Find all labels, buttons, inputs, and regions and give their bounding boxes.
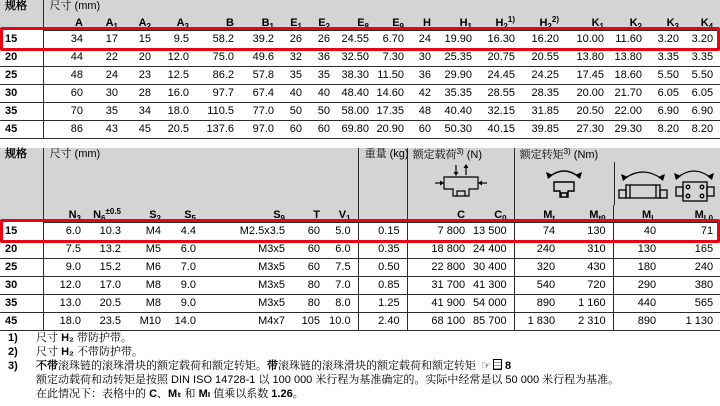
cell: 5.50 [691, 69, 714, 81]
cell: 29.90 [444, 69, 472, 81]
table2-column-letters-row [0, 205, 720, 222]
cell: 24 [418, 33, 431, 45]
cell: 32.50 [341, 51, 369, 63]
cell: 6.70 [382, 33, 404, 45]
cell: 17.45 [576, 69, 604, 81]
rated-load-title: 额定载荷$^{3)}$ (N) [412, 147, 483, 161]
loads-table [0, 148, 720, 331]
cell: 13.0 [59, 297, 81, 309]
cell: 15.2 [99, 261, 121, 273]
cell: 27.30 [576, 123, 604, 135]
cell: 8.0 [327, 294, 358, 312]
cell: 290 [637, 279, 657, 291]
cell: 13.80 [614, 51, 642, 63]
col-header: $A_3$ [158, 13, 196, 30]
table-row [0, 258, 720, 276]
row-spec: 45 [0, 120, 43, 138]
row-spec: 35 [0, 294, 43, 312]
cell: 60 [418, 123, 431, 135]
cell: 80 [307, 279, 320, 291]
cell: 45 [138, 123, 151, 135]
spec-column-header: 规格 [0, 148, 43, 222]
cell: M8 [145, 297, 161, 309]
rated-load-header [407, 148, 514, 205]
cell: 40 [317, 87, 330, 99]
cell: 58.2 [212, 33, 234, 45]
cell: 130 [637, 243, 657, 255]
col-header: $C_0$ [472, 205, 514, 222]
col-header: T [292, 205, 327, 222]
cell: 20.90 [376, 123, 404, 135]
cell: 35 [289, 69, 302, 81]
cell: 105 [301, 315, 320, 327]
col-header: $M_{L0}$ [663, 205, 720, 222]
cell: 39.2 [252, 33, 274, 45]
cell: 28.35 [531, 87, 559, 99]
table-row [0, 276, 720, 294]
cell: 6.05 [691, 87, 714, 99]
cell: 71 [700, 225, 714, 237]
cell: 86 [70, 123, 83, 135]
cell: 240 [536, 243, 556, 255]
cell: 18 800 [431, 243, 466, 255]
col-header: $V_1$ [327, 205, 358, 222]
dimensions-table [0, 0, 720, 139]
cell: M10 [139, 315, 161, 327]
col-header: $E_9$ [376, 13, 411, 30]
rated-torque-header [514, 148, 720, 205]
cell: M3x5 [258, 261, 285, 273]
cell: 22 800 [431, 261, 466, 273]
cell: 130 [562, 222, 613, 240]
cell: 40.40 [444, 105, 472, 117]
cell: 20.5 [99, 297, 121, 309]
cell: 1 160 [562, 294, 613, 312]
cell: 57.8 [252, 69, 274, 81]
cell: 430 [562, 258, 613, 276]
cell: 5.0 [327, 222, 358, 240]
cell: 50.30 [444, 123, 472, 135]
rated-torque-title: 额定转矩$^{3)}$ (Nm) [519, 147, 599, 161]
cell: 310 [562, 240, 613, 258]
cell: 11.50 [377, 69, 404, 81]
footnote-text: 尺寸 H₂ 不带防护带。 [36, 346, 143, 358]
cell: 6.0 [65, 225, 81, 237]
table-row [0, 312, 720, 330]
row-spec: 25 [0, 66, 43, 84]
cell: 720 [562, 276, 613, 294]
table1-column-letters-row [0, 13, 720, 30]
cell: 6.0 [180, 243, 196, 255]
col-header: $N_3$ [43, 205, 88, 222]
cell: 0.35 [358, 240, 407, 258]
cell: 320 [536, 261, 556, 273]
cell: 97.7 [212, 87, 234, 99]
footnote-text: 不带滚珠链的滚珠滑块的额定载荷和额定转矩。带滚珠链的滚珠滑块的额定载荷和额定转矩 ☞ 8 额定动载荷和动转矩是按照 DIN ISO 14728-1 以 100 000 米行程为基准确定的。实际中经常是以 50 000 米行程为基准。 在此情况下：表格中的 C、Mₜ 和 Mₗ 值乘以系数 1.26。 [36, 359, 620, 400]
cell: 25.35 [444, 51, 472, 63]
cell: 85 700 [472, 312, 514, 330]
cell: 6.90 [657, 105, 679, 117]
cell: 26 [289, 33, 302, 45]
footnote [8, 359, 720, 401]
col-header: $E_2$ [309, 13, 337, 30]
cell: 7 800 [437, 225, 466, 237]
cell: 39.85 [531, 123, 559, 135]
cell: M5 [145, 243, 161, 255]
cell: M3x5 [258, 243, 285, 255]
cell: 20.5 [167, 123, 189, 135]
cell: 24 [105, 69, 118, 81]
cell: 86.2 [212, 69, 234, 81]
cell: 137.6 [206, 123, 234, 135]
cell: 440 [637, 297, 657, 309]
cell: 890 [637, 315, 657, 327]
cell: 9.0 [180, 279, 196, 291]
col-header: $H_1$ [438, 13, 479, 30]
cell: 14.0 [174, 315, 196, 327]
cell: 48 [418, 105, 431, 117]
cell: 41 900 [431, 297, 466, 309]
cell: M4 [145, 225, 161, 237]
cell: 16.20 [531, 33, 559, 45]
torque-mt-icon [542, 164, 586, 205]
cell: 60 [307, 225, 320, 237]
cell: 26 [317, 33, 330, 45]
cell: 28.55 [487, 87, 515, 99]
col-header: C [407, 205, 472, 222]
cell: 13.80 [576, 51, 604, 63]
cell: M6 [145, 261, 161, 273]
col-header: $A_1$ [90, 13, 125, 30]
footnote-text: 尺寸 H₂ 带防护带。 [36, 332, 132, 344]
table-row [0, 120, 720, 138]
col-header: $K_3$ [649, 13, 686, 30]
cell: 30 [418, 51, 431, 63]
cell: 10.00 [576, 33, 604, 45]
row-spec: 35 [0, 102, 43, 120]
footnote-number: 1) [8, 332, 18, 344]
cell: 890 [536, 297, 556, 309]
cell: 23 [138, 69, 151, 81]
cell: 36 [317, 51, 330, 63]
torque-ml-top-icon [671, 164, 718, 205]
cell: 80 [307, 297, 320, 309]
cell: 30 400 [472, 258, 514, 276]
cell: 69.80 [341, 123, 369, 135]
cell: 43 [105, 123, 118, 135]
cell: 12.5 [167, 69, 189, 81]
cell: 35.35 [444, 87, 472, 99]
cell: 165 [694, 243, 714, 255]
cell: 2.40 [358, 312, 407, 330]
loads-table-grid [0, 148, 720, 331]
dimensions-table-grid [0, 0, 720, 139]
weight-header: 重量 (kg) [358, 148, 407, 205]
cell: 54 000 [472, 294, 514, 312]
col-header: $M_L$ [613, 205, 663, 222]
cell: 16.30 [487, 33, 515, 45]
cell: 565 [694, 297, 714, 309]
dimensions-header: 尺寸 (mm) [43, 0, 720, 13]
col-header: H [411, 13, 438, 30]
page-icon [493, 359, 502, 370]
cell: 24.45 [487, 69, 515, 81]
cell: 20.00 [576, 87, 604, 99]
cell: 32.15 [487, 105, 515, 117]
cell: 60 [289, 123, 302, 135]
cell: 7.5 [65, 243, 81, 255]
row-spec: 20 [0, 240, 43, 258]
cell: 44 [70, 51, 83, 63]
cell: 50 [317, 105, 330, 117]
cell: 58.00 [341, 105, 369, 117]
cell: 3.20 [657, 33, 679, 45]
cell: 540 [536, 279, 556, 291]
cell: 24 400 [472, 240, 514, 258]
footnote-number: 2) [8, 346, 18, 358]
cell: 75.0 [212, 51, 234, 63]
cell: 18.0 [59, 315, 81, 327]
col-header: $H_2^{1)}$ [479, 13, 522, 30]
cell: 1 130 [685, 315, 714, 327]
cell: M3x5 [258, 297, 285, 309]
cell: 36 [418, 69, 431, 81]
spec-column-header: 规格 [0, 0, 43, 30]
cell: 10.0 [327, 312, 358, 330]
cell: 70 [70, 105, 83, 117]
footnote [8, 345, 720, 359]
col-header: $H_2^{2)}$ [522, 13, 566, 30]
cell: 17.35 [376, 105, 404, 117]
col-header: A [43, 13, 90, 30]
pointing-hand-icon: ☞ [481, 359, 491, 372]
cell: 50 [289, 105, 302, 117]
rated-load-icon [434, 163, 488, 205]
cell: 15 [138, 33, 151, 45]
col-header [358, 205, 407, 222]
cell: 19.90 [444, 33, 472, 45]
cell: M4x7 [258, 315, 285, 327]
cell: 6.90 [691, 105, 714, 117]
col-header: $E_8$ [337, 13, 376, 30]
cell: 8.20 [657, 123, 679, 135]
cell: 23.5 [99, 315, 121, 327]
cell: 11.60 [615, 33, 642, 45]
cell: 20.55 [531, 51, 559, 63]
cell: 67.4 [252, 87, 274, 99]
row-spec: 45 [0, 312, 43, 330]
cell: 20 [138, 51, 151, 63]
cell: 3.35 [691, 51, 714, 63]
cell: 0.50 [358, 258, 407, 276]
row-spec: 15 [0, 222, 43, 240]
cell: 180 [637, 261, 657, 273]
footnote [8, 331, 720, 345]
table-row [0, 66, 720, 84]
cell: 40 [289, 87, 302, 99]
dimensions-header: 尺寸 (mm) [43, 148, 358, 205]
cell: 22 [105, 51, 118, 63]
table2-header-row [0, 148, 720, 205]
footnote-number: 3) [8, 360, 18, 372]
cell: M2.5x3.5 [239, 225, 285, 237]
cell: 1 830 [527, 315, 556, 327]
cell: 18.60 [614, 69, 642, 81]
col-header: $S_9$ [203, 205, 292, 222]
cell: 7.5 [327, 258, 358, 276]
cell: 0.85 [358, 276, 407, 294]
cell: 18.0 [167, 105, 189, 117]
cell: 12.0 [167, 51, 189, 63]
cell: 74 [542, 225, 556, 237]
cell: 49.6 [252, 51, 274, 63]
col-header: $K_4$ [686, 13, 720, 30]
col-header: $M_t$ [514, 205, 562, 222]
cell: 42 [418, 87, 431, 99]
row-spec: 30 [0, 276, 43, 294]
cell: 3.20 [691, 33, 714, 45]
cell: 1.25 [358, 294, 407, 312]
cell: 60 [317, 123, 330, 135]
table-row [0, 222, 720, 240]
col-header: B [196, 13, 241, 30]
cell: 4.4 [180, 225, 196, 237]
cell: 6.0 [327, 240, 358, 258]
table-row [0, 240, 720, 258]
cell: 380 [694, 279, 714, 291]
cell: 13.2 [99, 243, 121, 255]
cell: 40.15 [487, 123, 515, 135]
cell: 31.85 [531, 105, 559, 117]
cell: 20.50 [576, 105, 604, 117]
cell: 17.0 [99, 279, 121, 291]
cell: 110.5 [207, 105, 234, 117]
cell: 7.30 [382, 51, 404, 63]
col-header: $N_6^{\pm 0.5}$ [88, 205, 128, 222]
cell: 34 [138, 105, 151, 117]
cell: 9.0 [65, 261, 81, 273]
cell: 28 [138, 87, 151, 99]
cell: 13 500 [472, 222, 514, 240]
cell: 60 [70, 87, 83, 99]
table-row [0, 84, 720, 102]
table1-header-row [0, 0, 720, 13]
cell: 8.20 [691, 123, 714, 135]
cell: 5.50 [657, 69, 679, 81]
row-spec: 15 [0, 30, 43, 48]
col-header: $S_5$ [168, 205, 203, 222]
col-header: $B_1$ [241, 13, 281, 30]
col-header: $S_2$ [128, 205, 168, 222]
footnotes [0, 331, 720, 401]
cell: 41 300 [472, 276, 514, 294]
cell: 77.0 [252, 105, 274, 117]
cell: M3x5 [258, 279, 285, 291]
cell: 24.25 [531, 69, 559, 81]
torque-ml-side-icon [617, 164, 669, 205]
cell: 34 [70, 33, 83, 45]
cell: 0.15 [358, 222, 407, 240]
col-header: $A_2$ [125, 13, 158, 30]
cell: 48 [70, 69, 83, 81]
cell: 7.0 [327, 276, 358, 294]
cell: 29.30 [614, 123, 642, 135]
cell: 6.05 [657, 87, 679, 99]
cell: 48.40 [341, 87, 369, 99]
row-spec: 30 [0, 84, 43, 102]
col-header: $M_{t0}$ [562, 205, 613, 222]
cell: 68 100 [431, 315, 466, 327]
row-spec: 20 [0, 48, 43, 66]
col-header: $K_2$ [611, 13, 649, 30]
cell: 9.0 [180, 297, 196, 309]
cell: 17 [105, 33, 118, 45]
cell: 40 [643, 225, 657, 237]
table-row [0, 30, 720, 48]
table-row [0, 102, 720, 120]
col-header: $K_1$ [566, 13, 611, 30]
cell: 35 [105, 105, 118, 117]
cell: 97.0 [252, 123, 274, 135]
cell: 9.5 [173, 33, 189, 45]
cell: 14.60 [376, 87, 404, 99]
cell: 7.0 [180, 261, 196, 273]
cell: 20.75 [487, 51, 515, 63]
cell: 60 [307, 261, 320, 273]
cell: 22.00 [614, 105, 642, 117]
table-row [0, 294, 720, 312]
cell: 32 [289, 51, 302, 63]
row-spec: 25 [0, 258, 43, 276]
cell: 16.0 [167, 87, 189, 99]
cell: 12.0 [59, 279, 81, 291]
cell: 3.35 [657, 51, 679, 63]
cell: 35 [317, 69, 330, 81]
cell: 24.55 [341, 33, 369, 45]
cell: 31 700 [431, 279, 466, 291]
cell: 240 [694, 261, 714, 273]
cell: 60 [307, 243, 320, 255]
col-header: $E_1$ [281, 13, 309, 30]
cell: 21.70 [614, 87, 642, 99]
cell: M8 [145, 279, 161, 291]
cell: 38.30 [341, 69, 369, 81]
table-row [0, 48, 720, 66]
cell: 30 [105, 87, 118, 99]
cell: 2 310 [562, 312, 613, 330]
cell: 10.3 [99, 225, 121, 237]
